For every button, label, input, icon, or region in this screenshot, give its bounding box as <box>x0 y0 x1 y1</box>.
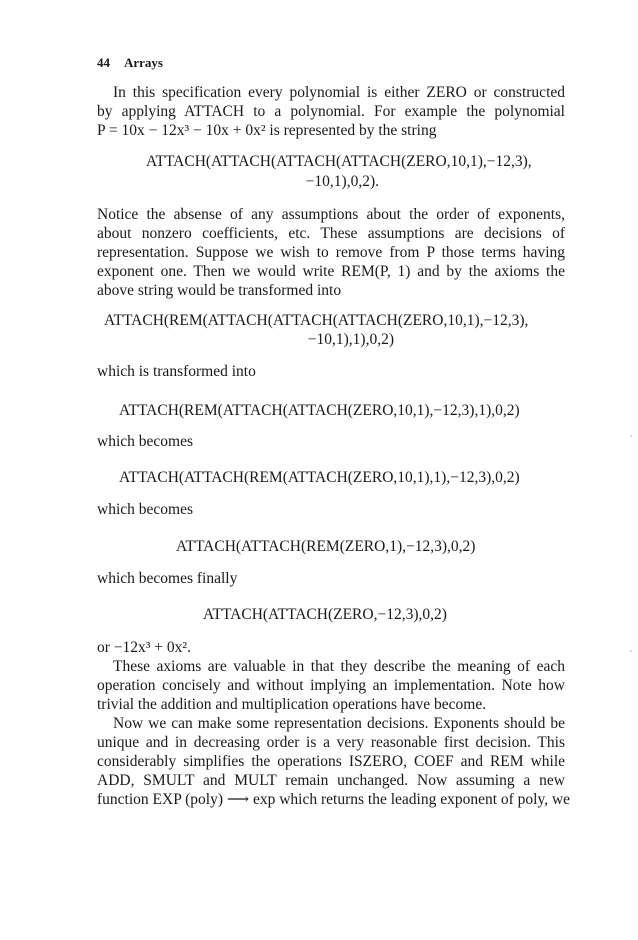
body-line: unique and in decreasing order is a very reasonable first decision. This <box>97 734 565 751</box>
formula-line: ATTACH(ATTACH(REM(ZERO,1),−12,3),0,2) <box>176 538 476 555</box>
scan-speck <box>630 435 632 437</box>
body-line: which becomes finally <box>97 570 238 587</box>
running-title: Arrays <box>124 55 163 70</box>
body-line: operation concisely and without implying an implementation. Note how <box>97 677 565 694</box>
body-line: by applying ATTACH to a polynomial. For example the polynomial <box>97 103 565 120</box>
running-header <box>97 55 163 71</box>
body-line: representation. Suppose we wish to remove from P those terms having <box>97 244 565 261</box>
body-line: above string would be transformed into <box>97 282 342 299</box>
scan-speck <box>630 650 632 652</box>
body-line: considerably simplifies the operations ISZERO, COEF and REM while <box>97 753 565 770</box>
body-line: trivial the addition and multiplication operations have become. <box>97 696 487 713</box>
body-line: Now we can make some representation decisions. Exponents should be <box>113 715 565 732</box>
body-line: exponent one. Then we would write REM(P, 1) and by the axioms the <box>97 263 565 280</box>
body-line: These axioms are valuable in that they describe the meaning of each <box>113 658 565 675</box>
body-line: ADD, SMULT and MULT remain unchanged. Now assuming a new <box>97 772 565 789</box>
body-line: function EXP (poly) ⟶ exp which returns the leading exponent of poly, we <box>97 791 571 808</box>
page-number: 44 <box>97 55 110 70</box>
formula-line: ATTACH(ATTACH(ATTACH(ATTACH(ZERO,10,1),−12,3), <box>146 153 532 170</box>
formula-line: ATTACH(REM(ATTACH(ATTACH(ATTACH(ZERO,10,1),−12,3), <box>104 312 529 329</box>
body-line: which becomes <box>97 433 193 450</box>
body-line: or −12x³ + 0x². <box>97 639 191 656</box>
body-line: Notice the absense of any assumptions about the order of exponents, <box>97 206 565 223</box>
formula-line: −10,1),0,2). <box>305 173 379 190</box>
body-line: which becomes <box>97 501 193 518</box>
formula-line: ATTACH(ATTACH(REM(ATTACH(ZERO,10,1),1),−12,3),0,2) <box>119 469 520 486</box>
formula-line: ATTACH(REM(ATTACH(ATTACH(ZERO,10,1),−12,3),1),0,2) <box>119 402 520 419</box>
body-line: P = 10x − 12x³ − 10x + 0x² is represented by the string <box>97 122 437 139</box>
formula-line: ATTACH(ATTACH(ZERO,−12,3),0,2) <box>203 606 447 623</box>
body-line: which is transformed into <box>97 363 256 380</box>
body-line: about nonzero coefficients, etc. These assumptions are decisions of <box>97 225 565 242</box>
formula-line: −10,1),1),0,2) <box>307 331 394 348</box>
body-line: In this specification every polynomial is either ZERO or constructed <box>113 84 565 101</box>
